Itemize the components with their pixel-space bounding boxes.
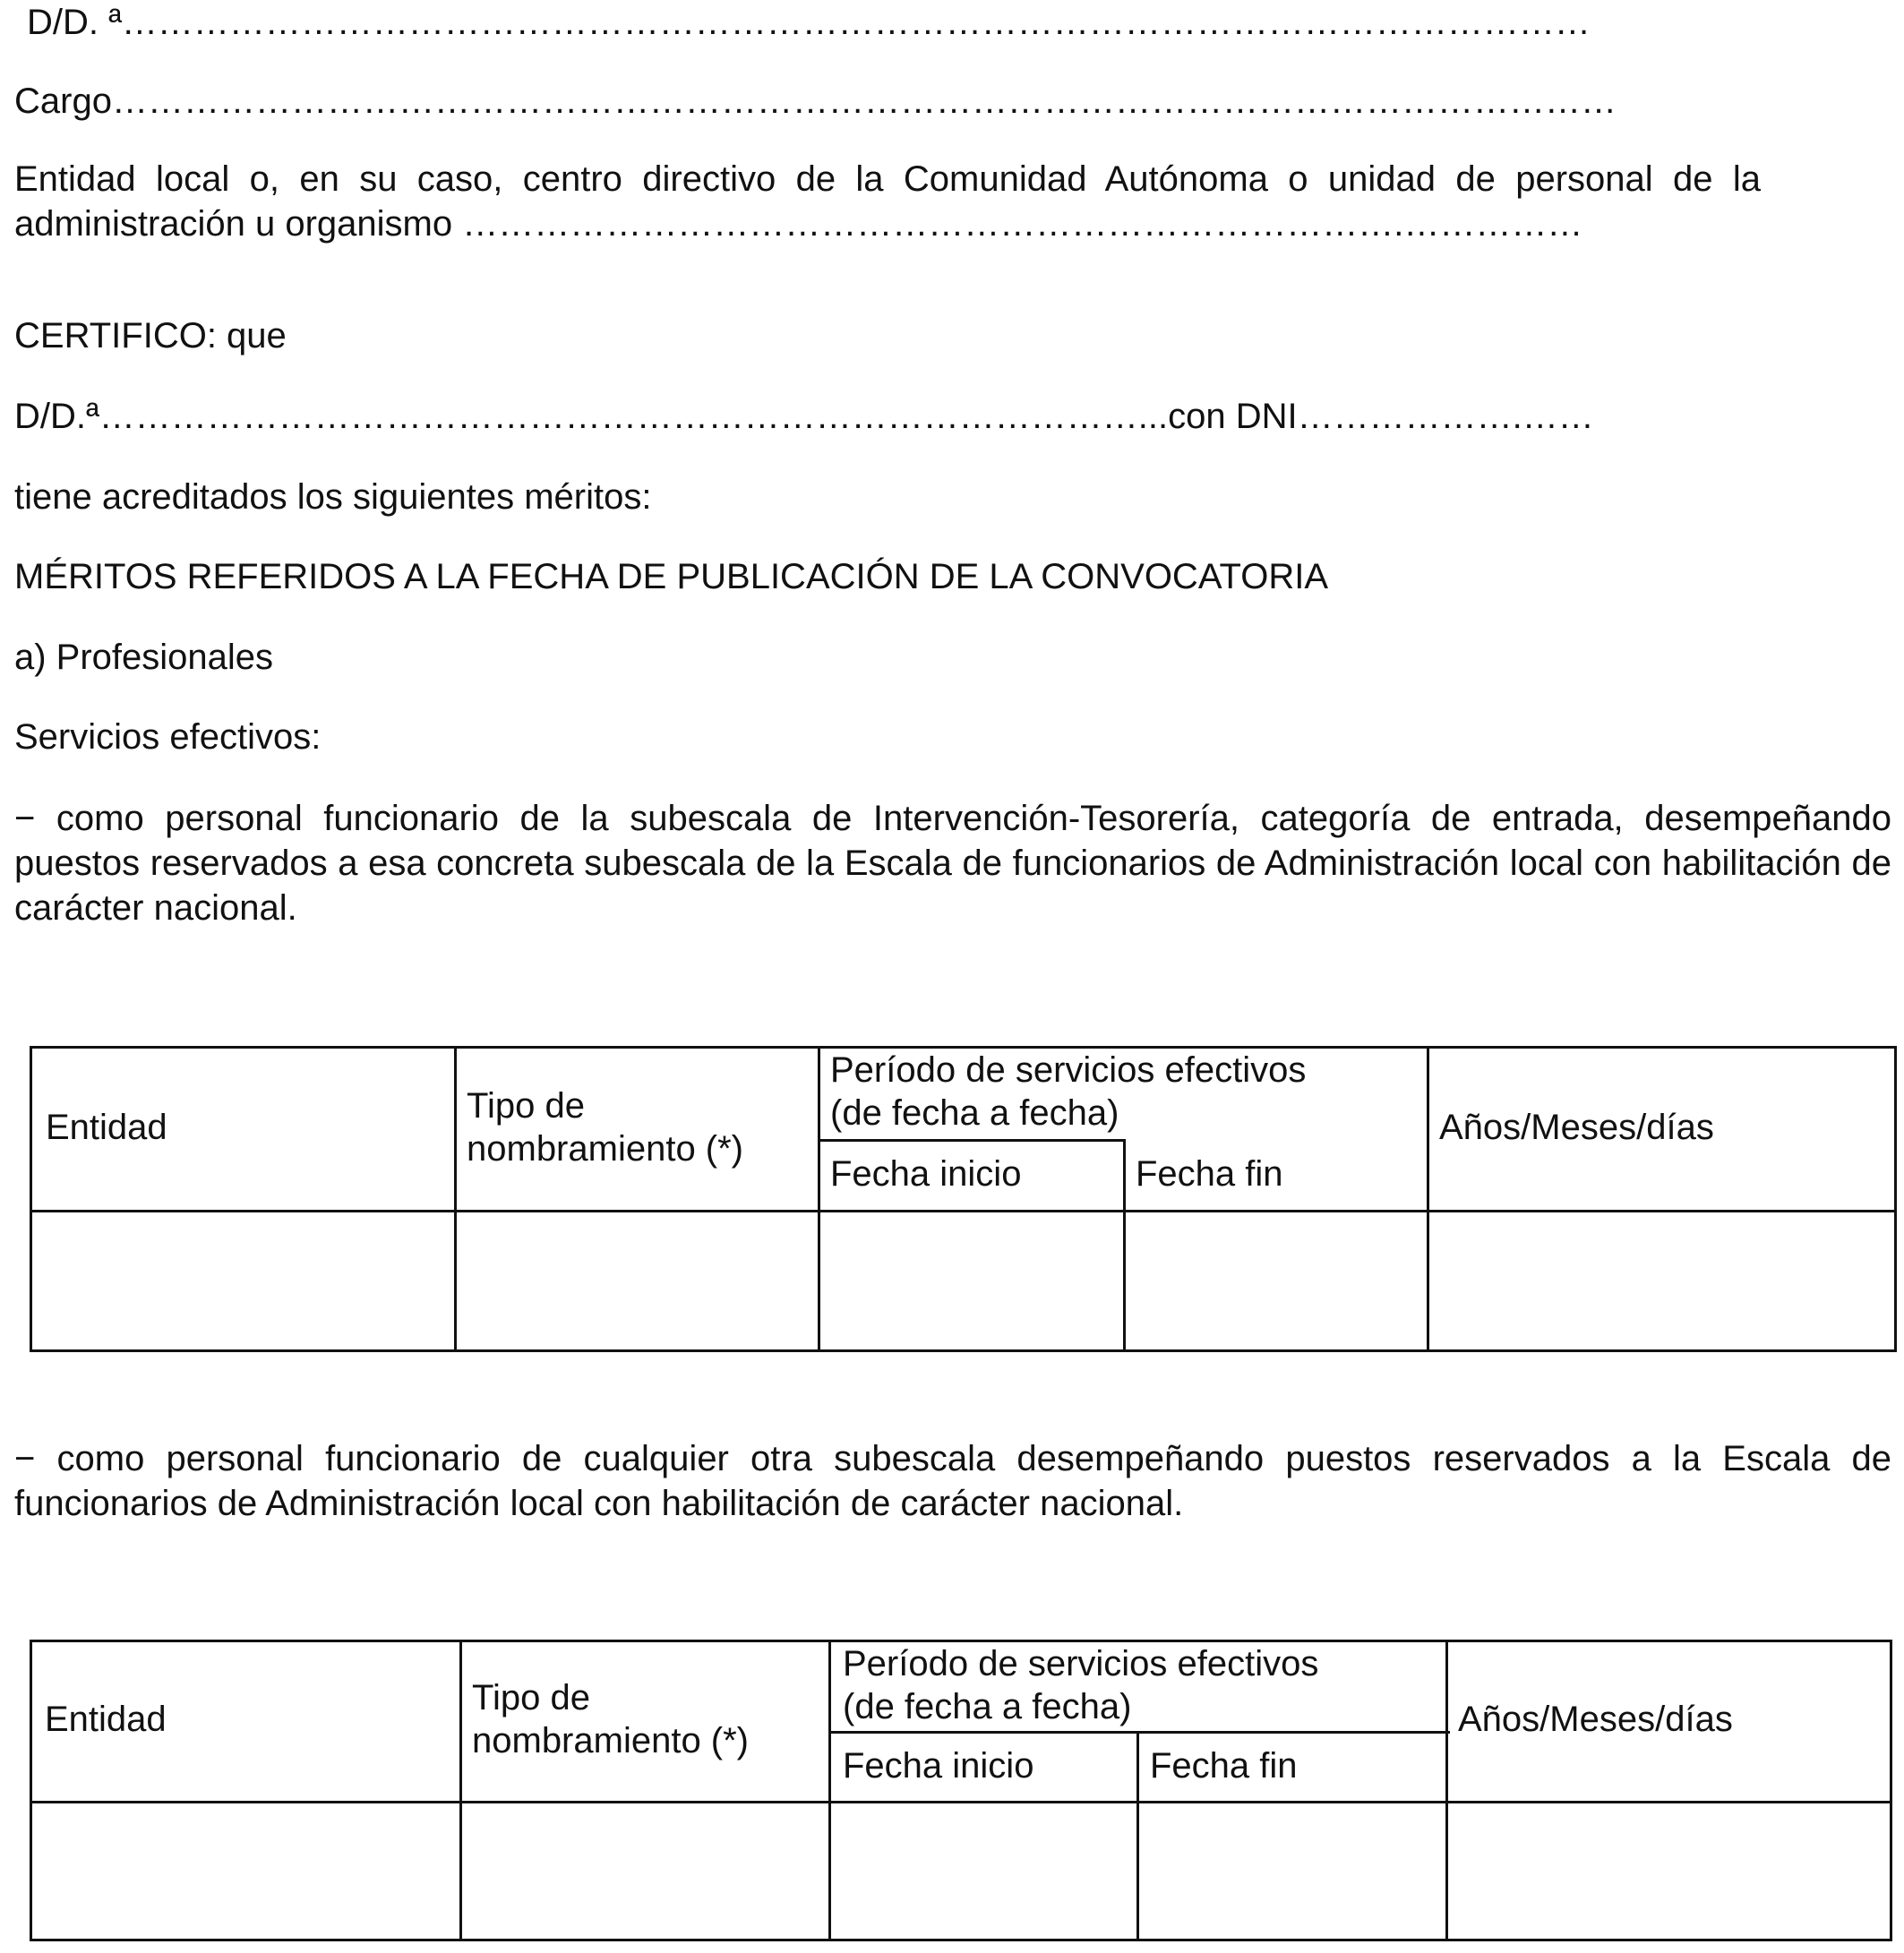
table2-header-anios: Años/Meses/días [1458,1700,1733,1739]
table1-col-divider-2 [818,1049,820,1349]
certifico-heading: CERTIFICO: que [14,316,287,355]
table1-header-periodo-2: (de fecha a fecha) [830,1093,1119,1133]
table2-col-divider-3 [1136,1731,1139,1939]
services-table-2 [30,1640,1892,1941]
table1-header-anios: Años/Meses/días [1439,1108,1714,1147]
table2-header-tipo-2: nombramiento (*) [472,1721,750,1760]
table2-col-divider-2 [828,1642,831,1939]
table1-col-divider-1 [454,1049,457,1349]
entidad-line-1: Entidad local o, en su caso, centro directivo de la Comunidad Autónoma o unidad de personal de la [14,159,1761,199]
table2-header-periodo-1: Período de servicios efectivos [843,1644,1319,1683]
table1-header-periodo-1: Período de servicios efectivos [830,1050,1307,1090]
table1-col-divider-3 [1123,1139,1126,1349]
table2-header-fecha-inicio: Fecha inicio [843,1746,1034,1786]
profesionales-heading: a) Profesionales [14,638,274,677]
table2-header-tipo-1: Tipo de [472,1678,590,1717]
table1-header-tipo-2: nombramiento (*) [467,1129,744,1169]
meritos-title: MÉRITOS REFERIDOS A LA FECHA DE PUBLICACIÓN DE LA CONVOCATORIA [14,557,1329,596]
section2-paragraph: − como personal funcionario de cualquier otra subescala desempeñando puestos reservados a la Escala de funcionarios de Administración local con habilitación de carácter nacional. [14,1439,1891,1523]
entidad-line-2: administración u organismo …………………………………………………………………….…………… [14,204,1583,244]
table2-col-divider-4 [1445,1642,1448,1939]
cargo-line: Cargo……………………………………………………………………………………………………………… [14,81,1617,121]
acreditados-text: tiene acreditados los siguientes méritos: [14,477,652,517]
table1-header-entidad: Entidad [46,1108,167,1147]
table2-header-divider [32,1801,1890,1803]
table2-period-divider [830,1731,1450,1734]
table1-col-divider-4 [1427,1049,1429,1349]
table1-header-tipo-1: Tipo de [467,1086,585,1126]
section1-paragraph: − como personal funcionario de la subescala de Intervención-Tesorería, categoría de entrada, desempeñando puestos reservados a esa concreta subescala de la Escala de funcionarios de Administración local con habilitación de carácter nacional. [14,799,1891,928]
dd-line: D/D. ª…………………………………………………………………………………………………………… [27,3,1591,42]
table2-header-entidad: Entidad [45,1700,167,1739]
services-table-1 [30,1046,1897,1352]
dd-dni-line: D/D.ª……………………………………………………………………………...con DNI……………….…… [14,397,1594,436]
table1-header-divider [32,1210,1894,1212]
servicios-heading: Servicios efectivos: [14,717,322,757]
table1-period-divider [819,1139,1125,1142]
table2-header-fecha-fin: Fecha fin [1150,1746,1298,1786]
table1-header-fecha-fin: Fecha fin [1136,1154,1283,1194]
table2-header-periodo-2: (de fecha a fecha) [843,1687,1132,1726]
table2-col-divider-1 [459,1642,462,1939]
table1-header-fecha-inicio: Fecha inicio [830,1154,1022,1194]
